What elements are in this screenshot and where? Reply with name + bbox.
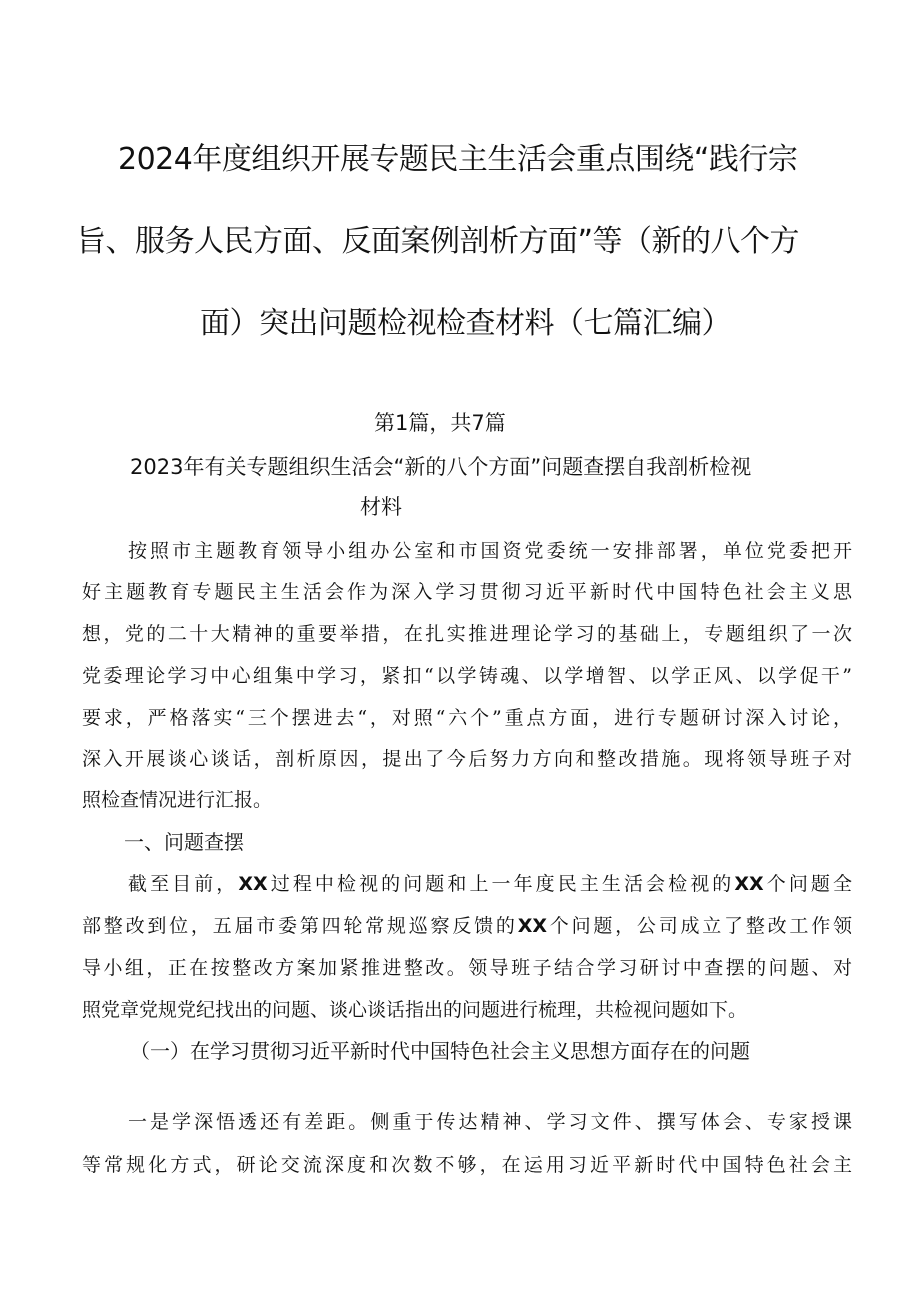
article-title-line-2: 材料 bbox=[360, 495, 402, 519]
intro-paragraph-line: 按照市主题教育领导小组办公室和市国资党委统一安排部署，单位党委把开 bbox=[128, 540, 852, 562]
intro-paragraph-line: 照检查情况进行汇报。 bbox=[82, 789, 273, 811]
intro-paragraph-line: 想，党的二十大精神的重要举措，在扎实推进理论学习的基础上，专题组织了一次 bbox=[82, 623, 852, 645]
document-title-line-2: 旨、服务人民方面、反面案例剖析方面”等（新的八个方 bbox=[76, 224, 800, 259]
intro-paragraph-line: 要求，严格落实“三个摆进去“，对照“六个”重点方面，进行专题研讨深入讨论， bbox=[82, 707, 852, 729]
section-heading: 一、问题查摆 bbox=[124, 830, 244, 854]
text-run: 截至目前， bbox=[128, 873, 239, 895]
section-paragraph-line bbox=[82, 912, 852, 940]
intro-paragraph-line: 党委理论学习中心组集中学习，紧扣“以学铸魂、以学增智、以学正风、以学促干” bbox=[82, 665, 852, 687]
subsection-heading: （一）在学习贯彻习近平新时代中国特色社会主义思想方面存在的问题 bbox=[130, 1039, 750, 1063]
article-title-line-1: 2023年有关专题组织生活会“新的八个方面”问题查摆自我剖析检视 bbox=[130, 455, 752, 479]
intro-paragraph-line: 好主题教育专题民主生活会作为深入学习贯彻习近平新时代中国特色社会主义思 bbox=[82, 581, 852, 603]
subsection-paragraph-line: 等常规化方式，研论交流深度和次数不够，在运用习近平新时代中国特色社会主 bbox=[82, 1154, 852, 1176]
part-label: 第1篇，共7篇 bbox=[374, 411, 506, 435]
placeholder-xx: XX bbox=[734, 873, 764, 895]
document-title-line-1: 2024年度组织开展专题民主生活会重点围绕“践行宗 bbox=[118, 142, 798, 177]
text-run: 部整改到位，五届市委第四轮常规巡察反馈的 bbox=[82, 915, 518, 937]
placeholder-xx: XX bbox=[238, 873, 268, 895]
subsection-paragraph-line: 一是学深悟透还有差距。侧重于传达精神、学习文件、撰写体会、专家授课 bbox=[128, 1111, 852, 1133]
section-paragraph-line: 照党章党规党纪找出的问题、谈心谈话指出的问题进行梳理，共检视问题如下。 bbox=[82, 999, 748, 1021]
document-title-line-3: 面）突出问题检视检查材料（七篇汇编） bbox=[200, 306, 731, 341]
section-paragraph-line bbox=[128, 870, 852, 898]
intro-paragraph-line: 深入开展谈心谈话，剖析原因，提出了今后努力方向和整改措施。现将领导班子对 bbox=[82, 748, 852, 770]
placeholder-xx: XX bbox=[517, 915, 547, 937]
section-paragraph-line: 导小组，正在按整改方案加紧推进整改。领导班子结合学习研讨中查摆的问题、对 bbox=[82, 957, 852, 979]
text-run: 个问题，公司成立了整改工作领 bbox=[547, 915, 852, 937]
text-run: 过程中检视的问题和上一年度民主生活会检视的 bbox=[267, 873, 735, 895]
text-run: 个问题全 bbox=[763, 873, 852, 895]
